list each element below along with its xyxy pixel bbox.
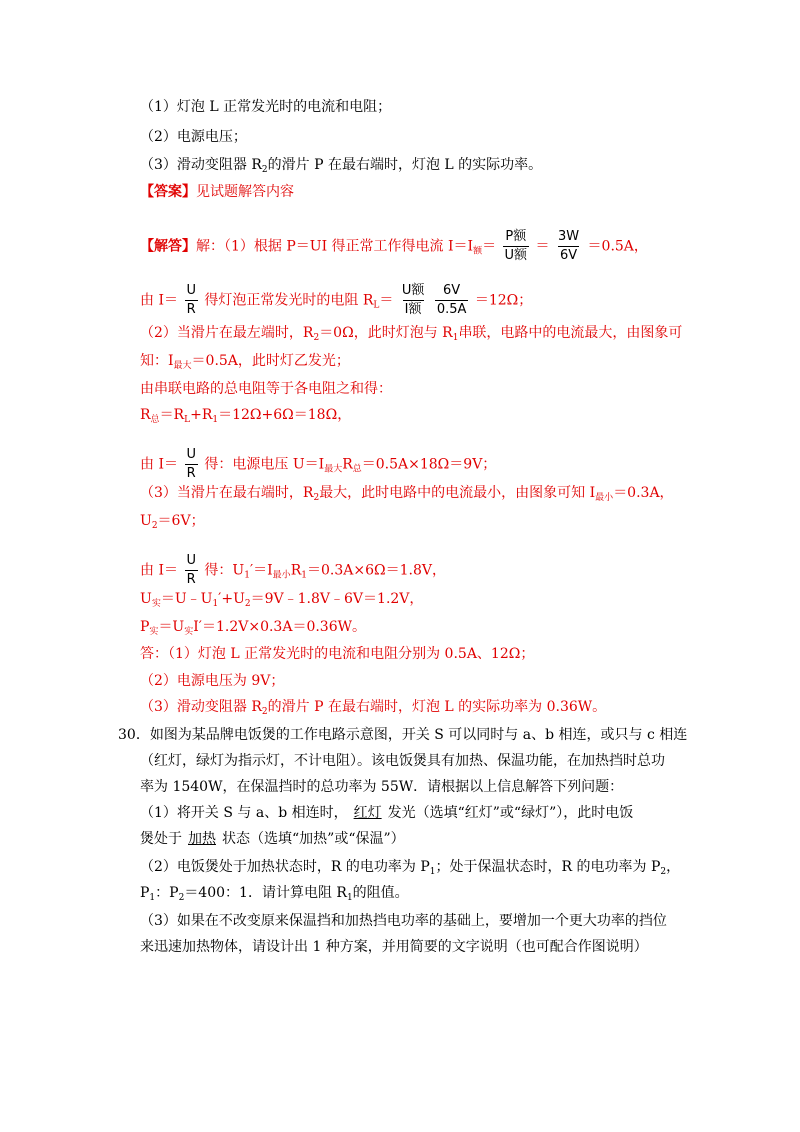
solution-line-10: 由 I＝ $\frac{U}{R}$ 得：$U_1'=I_{最小}R_1=0.3A\times 6\Omega=1.8V$，: [140, 553, 446, 587]
fraction-u-over-r: $\frac{U}{R}$: [186, 283, 196, 317]
q30-line-3: 率为 1540W，在保温挡时的总功率为 55W．请根据以上信息解答下列问题：: [140, 779, 624, 795]
answer-line: 【答案】见试题解答内容: [140, 184, 294, 200]
q30-line-9: 来迅速加热物体，请设计出 1 种方案，并用简要的文字说明（也可配合作图说明）: [140, 939, 648, 955]
solution-line-4: 知：$I_{最大}=0.5A$，此时灯乙发光；: [140, 353, 350, 371]
solution-line-11: $U_实=U﹣U_1'+U_2=9V﹣1.8V﹣6V=1.2V$，: [140, 591, 424, 609]
fraction-p-over-u: $\frac{\text{P额}}{\text{U额}}$: [504, 229, 528, 263]
fraction-u-over-i: $\frac{\text{U额}}{\text{I额}}$: [401, 283, 425, 317]
final-answer-3: （3）滑动变阻器 $R_2$的滑片 P 在最右端时，灯泡 L 的实际功率为 0.36W。: [140, 699, 607, 717]
solution-line-9: $U_2=6V$；: [140, 513, 205, 531]
fraction-6v-over-05a: $\frac{6V}{0.5A}$: [436, 283, 467, 317]
solution-line-3: （2）当滑片在最左端时，$R_2=0\Omega$，此时灯泡与 $R_1$串联，电路中的电流最大，由图象可: [140, 325, 683, 343]
q30-line-6: （2）电饭煲处于加热状态时，R 的电功率为 $P_1$；处于保温状态时，R 的电功率为 $P_2$，: [140, 859, 681, 877]
q30-line-7: $P_1$：$P_2=400$：1．请计算电阻 $R_1$的阻值。: [140, 885, 409, 903]
q30-line-8: （3）如果在不改变原来保温挡和加热挡电功率的基础上，要增加一个更大功率的挡位: [140, 913, 667, 929]
fill-blank-1: 红灯: [353, 805, 382, 821]
answer-tag: 【答案】: [140, 184, 196, 200]
final-answer-1: 答：（1）灯泡 L 正常发光时的电流和电阻分别为 0.5A、12Ω；: [140, 646, 535, 662]
q30-line-2: （红灯，绿灯为指示灯，不计电阻）。该电饭煲具有加热、保温功能，在加热挡时总功: [140, 753, 665, 769]
solution-tag: 【解答】: [140, 238, 196, 255]
question-part-3: （3）滑动变阻器 $R_2$的滑片 P 在最右端时，灯泡 L 的实际功率。: [140, 157, 543, 175]
final-answer-2: （2）电源电压为 9V；: [140, 673, 285, 689]
solution-line-2: 由 I＝ $\frac{U}{R}$ 得灯泡正常发光时的电阻 $R_L=$ $\frac{\text{U额}}{\text{I额}}$ $\frac{6V}{0.5A}$ ＝12Ω；: [140, 283, 533, 317]
question-part-2: （2）电源电压；: [140, 129, 247, 145]
fraction-u-over-r: $\frac{U}{R}$: [186, 447, 196, 481]
q30-line-4: （1）将开关 S 与 a、b 相连时， 红灯 发光（选填“红灯”或“绿灯”），此时电饭: [140, 805, 634, 821]
question-part-1: （1）灯泡 L 正常发光时的电流和电阻；: [140, 99, 392, 115]
solution-line-1: 【解答】解：（1）根据 P＝UI 得正常工作得电流 $I=I_额=$ $\frac{\text{P额}}{\text{U额}}$ ＝ $\frac{3W}{6V}$ ＝0.5A，: [140, 229, 648, 263]
solution-line-8: （3）当滑片在最右端时，$R_2$最大，此时电路中的电流最小，由图象可知 $I_{最小}=0.3A$，: [140, 485, 674, 503]
fraction-u-over-r: $\frac{U}{R}$: [186, 553, 196, 587]
solution-line-12: $P_实=U_实I'=1.2V\times 0.3A=0.36W$。: [140, 619, 367, 637]
solution-line-6: $R_总=R_L+R_1=12\Omega+6\Omega=18\Omega$，: [140, 407, 352, 425]
q30-line-1: 30．如图为某品牌电饭煲的工作电路示意图，开关 S 可以同时与 a、b 相连，或只与 c 相连: [118, 727, 688, 743]
q30-line-5: 煲处于 加热 状态（选填“加热”或“保温”）: [140, 831, 405, 847]
solution-line-7: 由 I＝ $\frac{U}{R}$ 得：电源电压 $U=I_{最大}R_总=0.5A\times 18\Omega=9V$；: [140, 447, 497, 481]
solution-line-5: 由串联电路的总电阻等于各电阻之和得：: [140, 381, 392, 397]
fill-blank-2: 加热: [188, 831, 216, 847]
fraction-3w-over-6v: $\frac{3W}{6V}$: [557, 229, 580, 263]
